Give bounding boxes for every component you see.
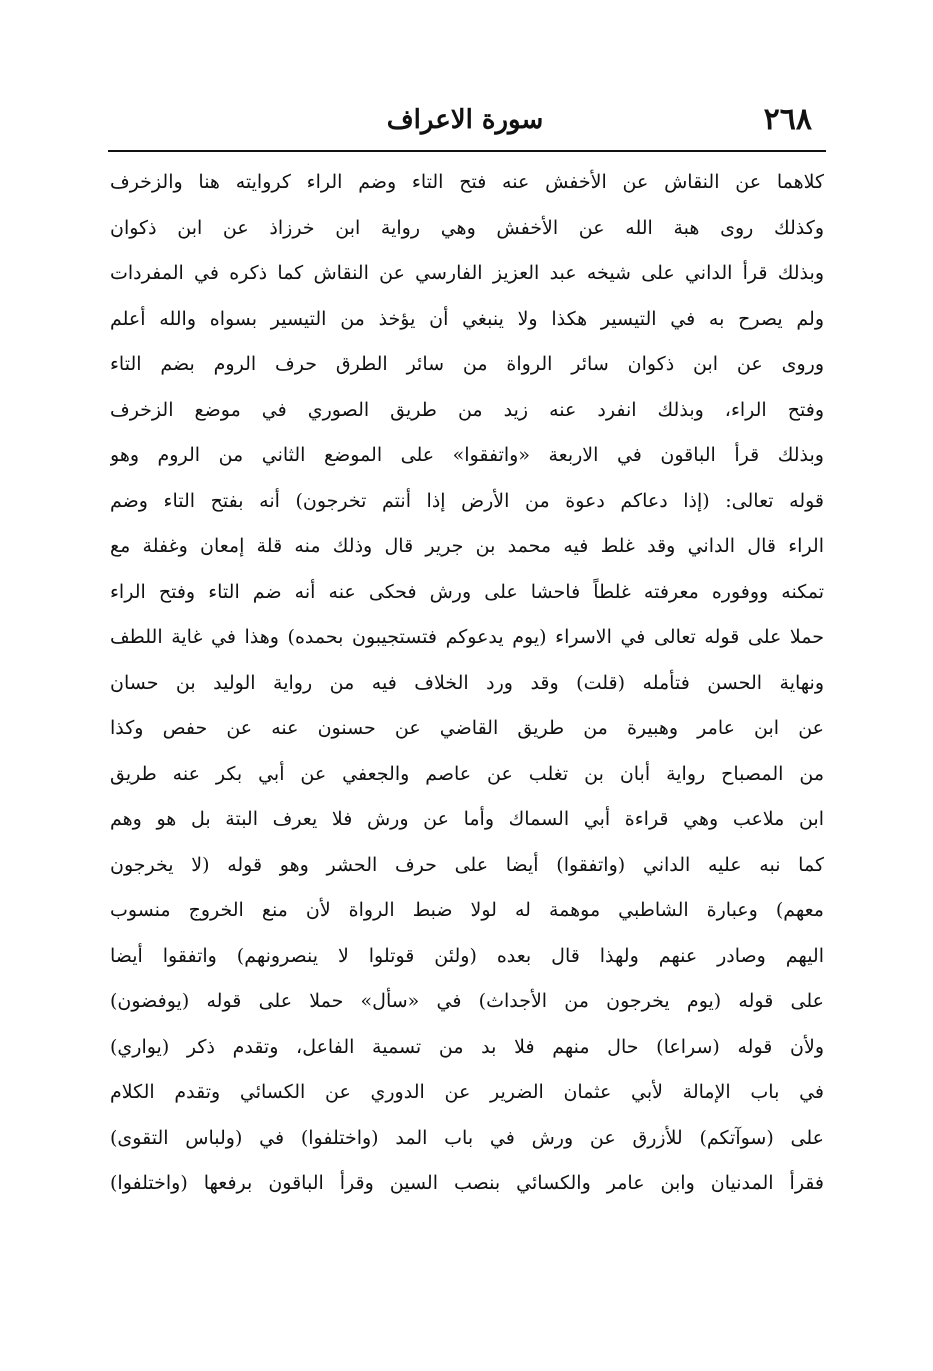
text-line: وبذلك قرأ الداني على شيخه عبد العزيز الفارسي عن النقاش كما ذكره في المفردات	[110, 262, 824, 284]
text-line: وفتح الراء، وبذلك انفرد عنه زيد من طريق الصوري في موضع الزخرف	[110, 398, 824, 421]
text-line: الراء قال الداني وقد غلط فيه محمد بن جرير قال وذلك منه قلة إمعان وغفلة مع	[110, 535, 824, 557]
text-line: ابن ملاعب وهي قراءة أبي السماك وأما عن ورش فلا يعرف البتة بل هو وهم	[110, 808, 824, 830]
text-line: تمكنه ووفوره معرفته غلطاً فاحشا على ورش فحكى عنه أنه ضم التاء وفتح الراء	[110, 580, 824, 603]
text-line: ونهاية الحسن فتأمله (قلت) وقد ورد الخلاف فيه من رواية الوليد بن حسان	[110, 671, 824, 694]
text-line: في باب الإمالة لأبي عثمان الضرير عن الدوري عن الكسائي وتقدم الكلام	[110, 1081, 824, 1103]
text-line: حملا على قوله تعالى في الاسراء (يوم يدعوكم فتستجيبون بحمده) وهذا في غاية اللطف	[110, 626, 824, 648]
text-line: ولأن قوله (سراعا) حال منهم فلا بد من تسمية الفاعل، وتقدم ذكر (يواري)	[110, 1035, 824, 1058]
text-line: من المصباح رواية أبان بن تغلب عن عاصم والجعفي عن أبي بكر عنه طريق	[110, 762, 824, 785]
text-line: فقرأ المدنيان وابن عامر والكسائي بنصب السين وقرأ الباقون برفعها (واختلفوا)	[110, 1172, 824, 1194]
body-text	[110, 160, 824, 1207]
text-line: وبذلك قرأ الباقون في الاربعة «واتفقوا» على الموضع الثاني من الروم وهو	[110, 444, 824, 466]
text-line: ولم يصرح به في التيسير هكذا ولا ينبغي أن يؤخذ من التيسير بسواه والله أعلم	[110, 307, 824, 330]
header-rule	[108, 150, 826, 152]
text-line: عن ابن عامر وهبيرة من طريق القاضي عن حسنون عنه عن حفص وكذا	[110, 717, 824, 739]
text-line: قوله تعالى: (إذا دعاكم دعوة من الأرض إذا أنتم تخرجون) أنه بفتح التاء وضم	[110, 489, 824, 512]
text-line: كما نبه عليه الداني (واتفقوا) أيضا على حرف الحشر وهو قوله (لا يخرجون	[110, 853, 824, 876]
text-line: على قوله (يوم يخرجون من الأجداث) في «سأل» حملا على قوله (يوفضون)	[110, 990, 824, 1012]
text-line: معهم) وعبارة الشاطبي موهمة له لولا ضبط الرواة لأن منع الخروج منسوب	[110, 899, 824, 921]
page-header	[108, 92, 822, 152]
text-line: كلاهما عن النقاش عن الأخفش عنه فتح التاء وضم الراء كروايته هنا والزخرف	[110, 171, 824, 193]
text-line: اليهم وصادر عنهم ولهذا قال بعده (ولئن قوتلوا لا ينصرونهم) واتفقوا أيضا	[110, 944, 824, 967]
text-line: وكذلك روى هبة الله عن الأخفش وهي رواية ابن خرزاذ عن ابن ذكوان	[110, 216, 824, 239]
running-title: سورة الاعراف	[386, 105, 544, 135]
text-line: وروى عن ابن ذكوان سائر الرواة من سائر الطرق حرف الروم بضم التاء	[110, 353, 824, 375]
page-number: ٢٦٨	[763, 102, 812, 137]
text-line: على (سوآتكم) للأزرق عن ورش في باب المد (واختلفوا) في (ولباس التقوى)	[110, 1126, 824, 1149]
